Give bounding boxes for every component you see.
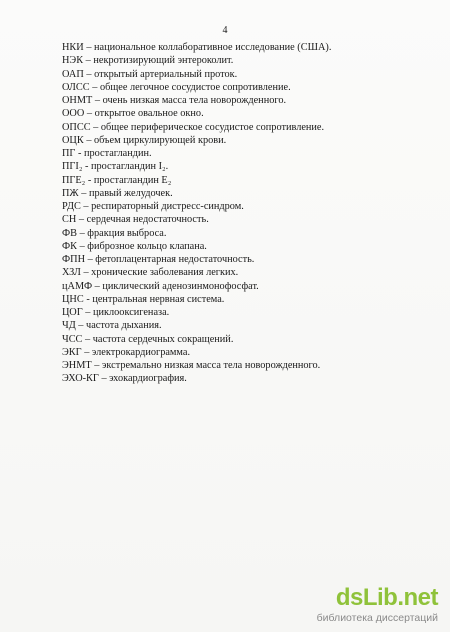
abbreviation-entry: ОНМТ – очень низкая масса тела новорожденного. [62, 95, 287, 106]
dslib-watermark [278, 584, 438, 624]
abbreviation-entry: ЦНС - центральная нервная система. [62, 293, 225, 305]
abbreviation-entry: РДС – респираторный дистресс-синдром. [62, 201, 244, 212]
abbreviation-entry: ЭКГ – электрокардиограмма. [62, 346, 191, 358]
abbreviation-entry: ЧД – частота дыхания. [62, 320, 162, 332]
dslib-logo: dsLib.net [335, 584, 438, 611]
abbreviation-list [62, 41, 432, 386]
page-number: 4 [222, 25, 228, 36]
abbreviation-entry: ОАП – открытый артериальный проток. [62, 68, 238, 80]
abbreviation-entry: ПГ - простагландин. [62, 148, 152, 159]
abbreviation-entry: ОЛСС – общее легочное сосудистое сопротивление. [62, 81, 291, 93]
abbreviation-entry: ПЖ – правый желудочек. [62, 187, 173, 199]
abbreviation-entry: ОЦК – объем циркулирующей крови. [62, 134, 227, 146]
dslib-caption: библиотека диссертаций [316, 612, 438, 624]
abbreviation-entry: ПГЕ₂ - простагландин Е₂ [62, 174, 172, 186]
abbreviation-entry: НКИ – национальное коллаборативное исследование (США). [62, 42, 332, 53]
abbreviation-entry: ПГI₂ - простагландин I₂. [62, 161, 169, 173]
abbreviation-entry: ЭНМТ – экстремально низкая масса тела новорожденного. [62, 360, 321, 371]
abbreviation-entry: ФПН – фетоплацентарная недостаточность. [62, 254, 255, 265]
abbreviation-entry: ЭХО-КГ – эхокардиография. [62, 373, 187, 385]
abbreviation-entry: ЧСС – частота сердечных сокращений. [62, 333, 234, 345]
abbreviation-entry: ХЗЛ – хронические заболевания легких. [62, 267, 239, 279]
abbreviation-entry: ФВ – фракция выброса. [62, 227, 167, 239]
abbreviation-entry: ФК – фиброзное кольцо клапана. [62, 240, 207, 252]
abbreviation-entry: СН – сердечная недостаточность. [62, 214, 209, 226]
abbreviation-entry: ОПСС – общее периферическое сосудистое сопротивление. [62, 121, 325, 133]
abbreviation-entry: НЭК – некротизирующий энтероколит. [62, 55, 234, 67]
abbreviation-entry: ООО – открытое овальное окно. [62, 108, 204, 120]
abbreviation-entry: цАМФ – циклический аденозинмонофосфат. [62, 280, 259, 292]
abbreviation-entry: ЦОГ – циклооксигеназа. [62, 307, 170, 318]
